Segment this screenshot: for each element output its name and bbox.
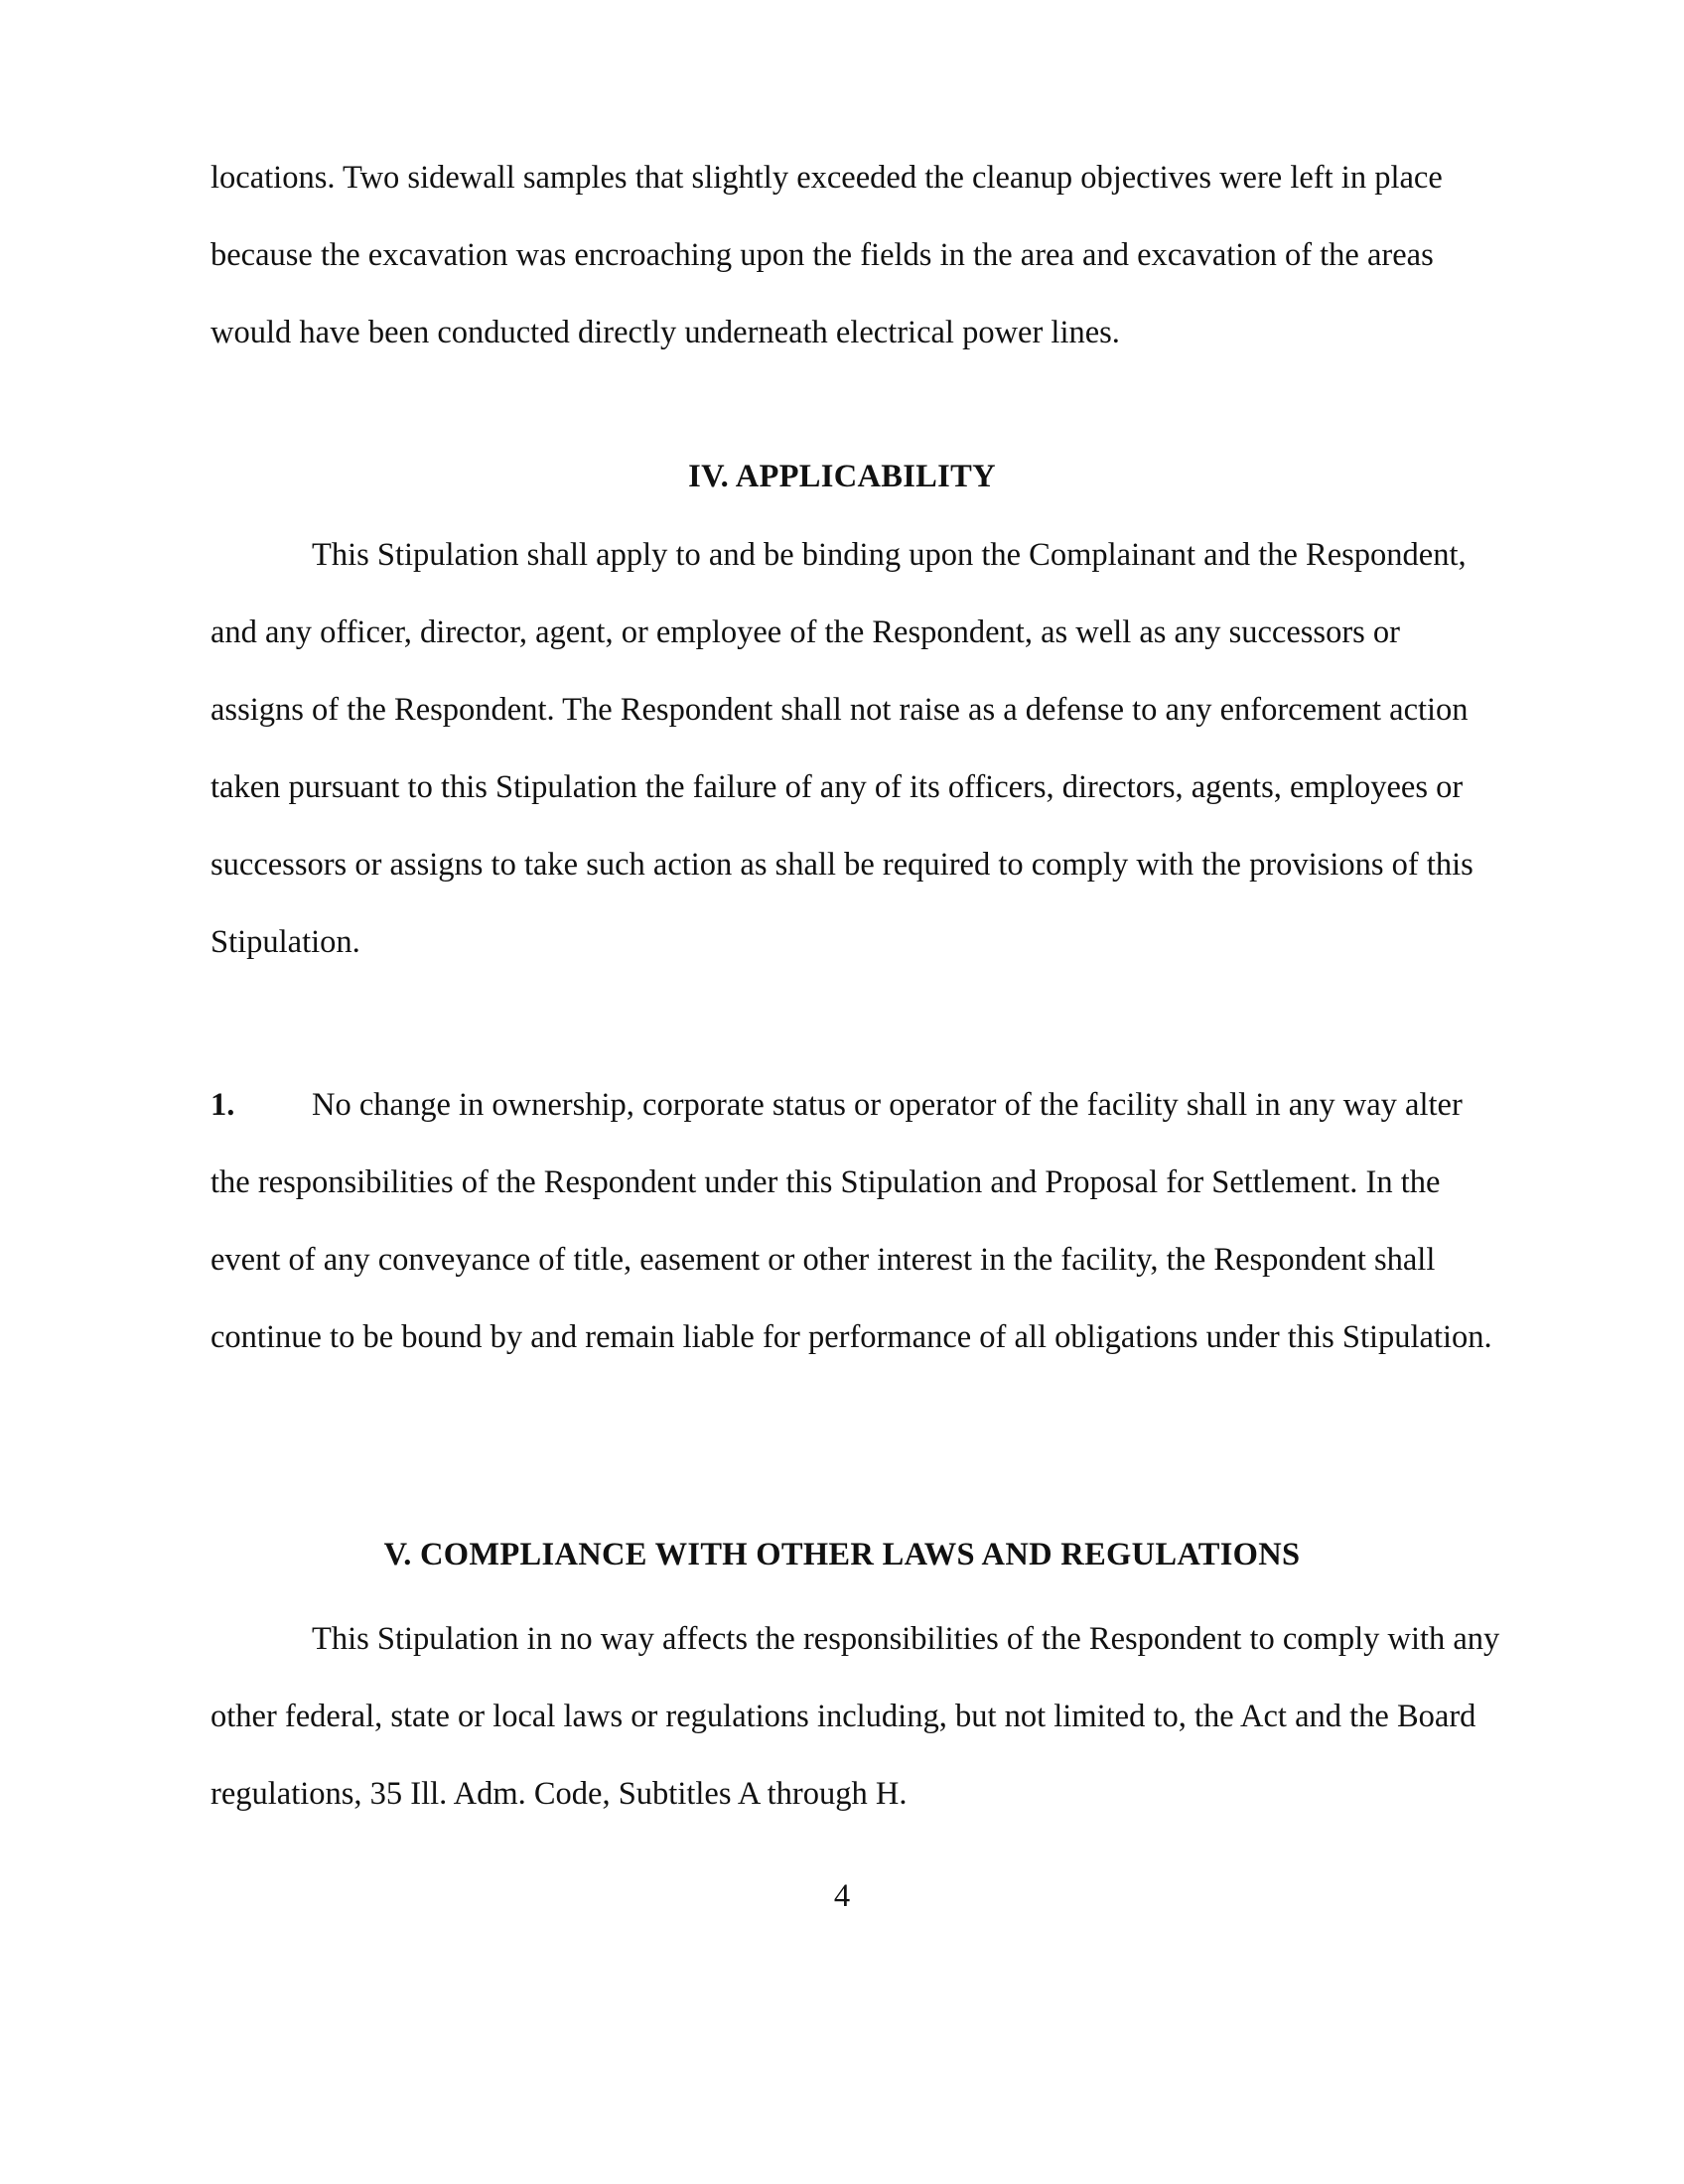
numbered-paragraph-1	[210, 1066, 1501, 1376]
paragraph-text: No change in ownership, corporate status or operator of the facility shall in any way alter the responsibilities of the Respondent under this Stipulation and Proposal for Settlement. In the event of any conveyance of title, easement or other interest in the facility, the Respondent shall continue to be bound by and remain liable for performance of all obligations under this Stipulation.	[210, 1087, 1492, 1355]
page-number: 4	[833, 1878, 851, 1914]
paragraph-number: 1.	[210, 1087, 235, 1123]
section-v-heading: V. COMPLIANCE WITH OTHER LAWS AND REGULATIONS	[383, 1537, 1301, 1572]
section-v-body: This Stipulation in no way affects the responsibilities of the Respondent to comply with any other federal, state or local laws or regulations including, but not limited to, the Act and the Board regulations, 35 Ill. Adm. Code, Subtitles A through H.	[210, 1621, 1500, 1812]
intro-paragraph: locations. Two sidewall samples that slightly exceeded the cleanup objectives were left in place because the excavation was encroaching upon the fields in the area and excavation of the areas would have been conducted directly underneath electrical power lines.	[210, 160, 1443, 350]
section-iv-body: This Stipulation shall apply to and be binding upon the Complainant and the Respondent, and any officer, director, agent, or employee of the Respondent, as well as any successors or assigns of the Respondent. The Respondent shall not raise as a defense to any enforcement action taken pursuant to this Stipulation the failure of any of its officers, directors, agents, employees or successors or assigns to take such action as shall be required to comply with the provisions of this Stipulation.	[210, 537, 1474, 960]
section-iv-heading: IV. APPLICABILITY	[688, 459, 996, 494]
